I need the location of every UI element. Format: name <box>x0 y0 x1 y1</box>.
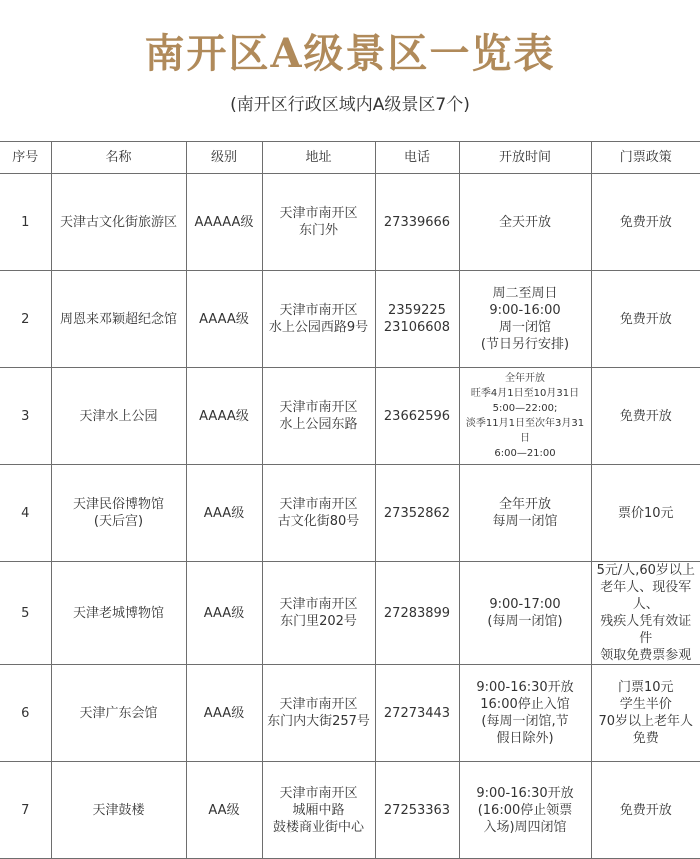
cell-name <box>51 762 186 859</box>
cell-address <box>262 465 375 562</box>
cell-address <box>262 562 375 665</box>
cell-name <box>51 174 186 271</box>
cell-no: 3 <box>0 368 51 465</box>
cell-hours-line: 每周一闭馆 <box>492 514 558 529</box>
cell-hours-line: 旺季4月1日至10月31日 <box>470 388 580 399</box>
cell-level: AAAAA级 <box>186 174 262 271</box>
cell-phone <box>375 368 459 465</box>
cell-name <box>51 665 186 762</box>
cell-ticket-line: 票价10元 <box>617 505 674 521</box>
cell-hours-line: 全天开放 <box>498 214 551 230</box>
cell-address-line: 东门里202号 <box>280 614 357 629</box>
cell-level: AA级 <box>186 762 262 859</box>
cell-name <box>51 271 186 368</box>
cell-level: AAA级 <box>186 665 262 762</box>
cell-ticket-line: 领取免费票参观 <box>600 648 692 663</box>
cell-hours-line: 9:00-16:00 <box>489 303 561 318</box>
scenic-spots-table <box>0 141 700 859</box>
cell-address <box>262 271 375 368</box>
cell-hours <box>459 762 591 859</box>
cell-hours-line: 周二至周日 <box>492 286 558 301</box>
cell-hours-line: 全年开放 <box>505 373 545 384</box>
cell-hours <box>459 562 591 665</box>
cell-address <box>262 368 375 465</box>
cell-level: AAA级 <box>186 465 262 562</box>
cell-ticket-line: 残疾人凭有效证件 <box>600 614 692 646</box>
cell-no: 5 <box>0 562 51 665</box>
cell-phone-line: 27253363 <box>383 802 451 818</box>
cell-address-line: 东门外 <box>298 223 338 238</box>
cell-name <box>51 465 186 562</box>
cell-no: 4 <box>0 465 51 562</box>
cell-address-line: 天津市南开区 <box>279 303 358 318</box>
cell-no: 1 <box>0 174 51 271</box>
header-phone: 电话 <box>375 142 459 174</box>
cell-ticket-line: 门票10元 <box>617 680 674 695</box>
cell-hours-line: 入场)周四闭馆 <box>483 819 567 835</box>
cell-ticket <box>591 368 700 465</box>
header-name: 名称 <box>51 142 186 174</box>
cell-address-line: 天津市南开区 <box>279 597 358 612</box>
cell-phone-line: 23662596 <box>383 408 451 424</box>
cell-address <box>262 174 375 271</box>
cell-phone-line: 27273443 <box>383 705 451 721</box>
cell-level: AAAA级 <box>186 271 262 368</box>
cell-address-line: 水上公园东路 <box>279 417 358 432</box>
cell-ticket <box>591 271 700 368</box>
cell-phone-line: 27352862 <box>383 505 451 521</box>
cell-hours-line: (每周一闭馆,节 <box>481 714 569 729</box>
cell-hours-line: 16:00停止入馆 <box>480 697 570 712</box>
cell-phone-line: 27283899 <box>383 605 451 621</box>
page-title: 南开区A级景区一览表 <box>144 30 556 77</box>
cell-ticket-line: 老年人、现役军人、 <box>600 580 692 612</box>
page-subtitle: (南开区行政区域内A级景区7个) <box>230 95 470 115</box>
cell-ticket-line: 70岁以上老年人 <box>598 714 694 729</box>
cell-address-line: 天津市南开区 <box>279 400 358 415</box>
header-no: 序号 <box>0 142 51 174</box>
cell-hours-line: 淡季11月1日至次年3月31日 <box>465 418 585 444</box>
cell-phone <box>375 271 459 368</box>
cell-hours-line: 9:00-16:30开放 <box>476 680 574 695</box>
cell-name-line: 天津广东会馆 <box>79 705 158 721</box>
cell-hours-line: (每周一闭馆) <box>487 614 563 629</box>
cell-hours <box>459 174 591 271</box>
cell-hours-line: 周一闭馆 <box>498 320 551 335</box>
cell-name-line: (天后宫) <box>93 514 144 529</box>
table-row <box>0 562 700 665</box>
cell-level: AAAA级 <box>186 368 262 465</box>
table-header-row <box>0 142 700 174</box>
cell-phone <box>375 562 459 665</box>
cell-address-line: 城厢中路 <box>292 802 345 818</box>
cell-ticket <box>591 174 700 271</box>
table-row <box>0 368 700 465</box>
cell-name <box>51 562 186 665</box>
cell-address-line: 天津市南开区 <box>279 785 358 801</box>
header-ticket: 门票政策 <box>591 142 700 174</box>
cell-level: AAA级 <box>186 562 262 665</box>
cell-address-line: 鼓楼商业街中心 <box>272 819 364 835</box>
cell-ticket-line: 免费开放 <box>619 802 672 818</box>
cell-name-line: 天津民俗博物馆 <box>72 497 164 512</box>
cell-phone-line: 27339666 <box>383 214 451 230</box>
cell-address-line: 东门内大街257号 <box>267 714 370 729</box>
cell-hours-line: 全年开放 <box>498 497 551 512</box>
cell-ticket-line: 免费开放 <box>619 408 672 424</box>
table-row <box>0 174 700 271</box>
header-hours: 开放时间 <box>459 142 591 174</box>
table-row <box>0 271 700 368</box>
cell-no: 6 <box>0 665 51 762</box>
cell-hours <box>459 368 591 465</box>
cell-phone-line: 23106608 <box>383 320 451 335</box>
cell-address-line: 天津市南开区 <box>279 697 358 712</box>
cell-address-line: 天津市南开区 <box>279 206 358 221</box>
cell-name-line: 天津老城博物馆 <box>72 605 164 621</box>
cell-hours-line: (节日另行安排) <box>480 337 570 352</box>
cell-ticket-line: 学生半价 <box>619 697 672 712</box>
cell-ticket <box>591 562 700 665</box>
cell-hours <box>459 665 591 762</box>
cell-phone-line: 2359225 <box>388 303 446 318</box>
table-row <box>0 465 700 562</box>
cell-address <box>262 762 375 859</box>
cell-no: 2 <box>0 271 51 368</box>
cell-hours-line: 9:00-17:00 <box>489 597 561 612</box>
table-row <box>0 665 700 762</box>
cell-hours-line: (16:00停止领票 <box>477 802 573 818</box>
cell-phone <box>375 465 459 562</box>
cell-name-line: 天津古文化街旅游区 <box>59 214 177 230</box>
cell-name-line: 天津水上公园 <box>79 408 158 424</box>
cell-ticket <box>591 665 700 762</box>
cell-ticket <box>591 762 700 859</box>
cell-ticket-line: 免费开放 <box>619 311 672 327</box>
cell-phone <box>375 174 459 271</box>
cell-ticket-line: 免费开放 <box>619 214 672 230</box>
cell-hours-line: 9:00-16:30开放 <box>476 785 574 801</box>
cell-phone <box>375 665 459 762</box>
cell-hours <box>459 465 591 562</box>
cell-hours-line: 6:00—21:00 <box>494 448 556 459</box>
cell-ticket-line: 5元/人,60岁以上 <box>596 563 695 578</box>
cell-hours-line: 5:00—22:00; <box>492 403 558 414</box>
cell-hours <box>459 271 591 368</box>
cell-address <box>262 665 375 762</box>
cell-ticket-line: 免费 <box>632 731 659 746</box>
cell-address-line: 古文化街80号 <box>277 514 360 529</box>
cell-hours-line: 假日除外) <box>496 731 554 746</box>
cell-name <box>51 368 186 465</box>
header-level: 级别 <box>186 142 262 174</box>
cell-phone <box>375 762 459 859</box>
header-address: 地址 <box>262 142 375 174</box>
cell-name-line: 周恩来邓颖超纪念馆 <box>59 311 177 327</box>
cell-address-line: 水上公园西路9号 <box>268 320 369 335</box>
table-row <box>0 762 700 859</box>
cell-address-line: 天津市南开区 <box>279 497 358 512</box>
cell-no: 7 <box>0 762 51 859</box>
cell-name-line: 天津鼓楼 <box>92 802 145 818</box>
cell-ticket <box>591 465 700 562</box>
